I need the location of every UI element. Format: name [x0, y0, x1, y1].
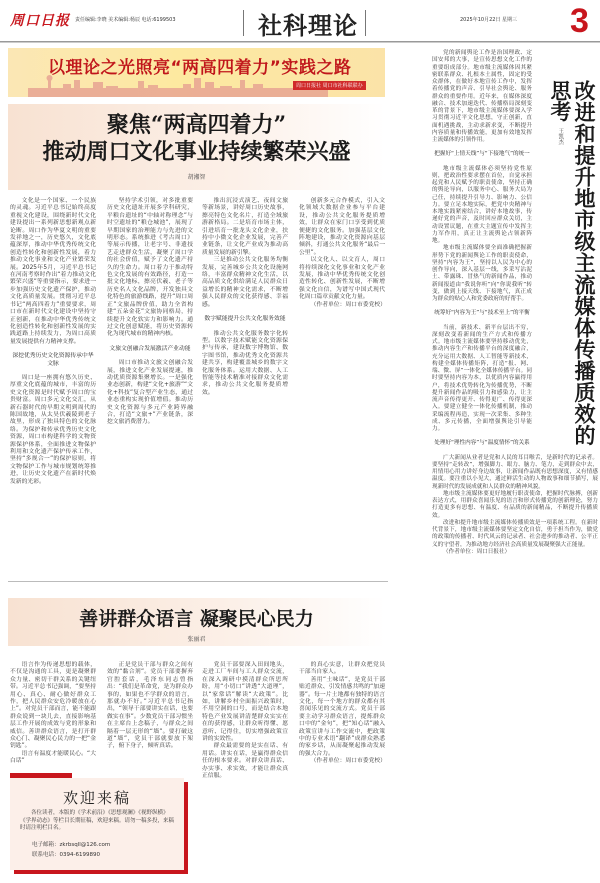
text-column — [107, 662, 193, 758]
paragraph: 改进和提升地市级主流媒体传播质效是一项系统工程。在新时代背景下，地市级主流媒体要坚定文化自信，勇于担当作为，做党的政策的传播者、时代风云的记录者、社会进步的推动者、公平正义的守望者，为推动地方经济社会高质量发展凝聚强大正能量。 — [432, 519, 598, 548]
paragraph: 善用“土味话”，是党员干部贴近群众、引发情感共鸣的“加速器”。每一片土地都有独特的语言文化，每一个地方的群众都有其喜闻乐见的交流方式。党员干部要主动学习群众语言，提炼群众口中的“金句”，把“知心话”融入政策宣讲与工作交流中，把政策中的专业术语“翻译”成群众熟悉的家乡话，从而凝聚起推动发展的强大合力。 — [299, 676, 385, 757]
header-rule — [0, 41, 600, 43]
text-column — [10, 198, 96, 576]
paragraph: （作者单位：周口市委党校） — [310, 301, 386, 308]
paragraph: 党员干部要深入田间地头，走进工厂车间与工人群众交流，在深入调研中摸清群众所思所盼，用“小切口”讲透“大道理”，以“家常话”解读“大政策”。比如，讲解乡村全面振兴政策时，不用空洞的口号，而是结合本地特色产业发展讲清楚群众实实在在的获得感，让群众听得懂、愿意听、记得住，切实增强政策宣讲的实效性。 — [202, 662, 288, 743]
subheading: 数字赋能提升公共文化服务效能 — [204, 316, 286, 323]
paragraph: 地市级主流媒体要更好地履行职责使命，把握时代脉搏，创新表达方式，用群众喜闻乐见的语言和形式传播党的创新理论，努力打造更多有思想、有温度、有品质的新闻精品，不断提升传播质效。 — [432, 490, 598, 519]
paragraph: 地市级主流媒体必须坚持党性原则，把政治性要求摆在首位，自觉承担起党和人民赋予的职责使命，坚持正确的舆论导向，以服务中心、服务大局为己任，持续提升引导力、影响力、公信力。要立足本地实际，把党中央精神与本地实践紧密结合，讲好本地故事，传递好党的声音，及时回应群众关切，主动设置议题，在重大主题宣传中发挥主力军作用，真正让主流舆论占领新阵地。 — [432, 165, 532, 244]
paragraph: 坚持学术引领，对多批重要历史文化遗址开展多学科研究，平粮台遗址的“中轴对称理念”与时空遗址的“粮仓城池”，展现了早期国家的治理能力与先进的文明形态。系统推进《考古周口》等展示传播，让老字号、非遗技艺走进群众生活，凝聚了周口学的社会价值，赋予了文化遗产持久的生命力。周口着力于推动特色文化发展的有效路径，打造一批文化地标，擦亮伏羲、老子等历史名人文化品牌，开发独具文化特色的旅游线路，提升“周口周正”文旅品牌价值，助力全省构建“五朵金花”文旅协同格局，持续提升文化软实力和影响力。通过文化创意赋能，将历史资源转化为现代城市的精神内核。 — [107, 198, 193, 338]
text-column — [107, 198, 193, 576]
newspaper-logo: 周口日报 — [10, 13, 70, 29]
column-banner — [8, 48, 385, 97]
subheading: 统筹好“内容为王”与“技术至上”的平衡 — [434, 310, 530, 317]
editors-info: 责任编辑:李晓 美术编辑:杨辰 电话:6199503 — [75, 17, 176, 23]
welcome-text: 各位读者，本版的《学术前沿》《思想观澜》《视野纵横》《学界动态》等栏目长期征稿，欢迎来稿。请勿一稿多投，来稿时请注明栏目名。 — [20, 810, 175, 831]
paragraph: 广大新闻从业者是党和人民的耳目喉舌，是新时代的记录者。要坚持“走转改”，增强脚力、眼力、脑力、笔力，走到群众中去，用情用心用力讲好身边故事，让新闻作品既有思想深度，又有情感温度。要注重以小见大，通过鲜活生动的人物故事和细节描写，展现新时代的发展成就和人民群众的精神风貌。 — [432, 454, 598, 490]
paragraph: 三是推动公共文化服务均衡发展，完善城乡公共文化设施网络，丰富群众精神文化生活，以高品质文化供给满足人民群众日益增长的精神文化需求，不断增强人民群众的文化获得感、幸福感。 — [202, 257, 288, 308]
section-divider — [365, 10, 366, 36]
paragraph: （作者单位：周口市委党校） — [310, 758, 386, 765]
paragraph: 的真心实意，让群众把党员干部当自家人。 — [299, 662, 385, 676]
text-column — [202, 198, 288, 576]
contact-phone: 联系电话：0394-6199890 — [32, 852, 100, 858]
paragraph: 地市级主流媒体要全面准确把握新形势下党的新闻舆论工作的职责使命，坚持“内容为王”，坚持以人民为中心的创作导向，深入基层一线，多采写沾泥土、带露珠、冒热气的新闻作品，推动新闻报道由“我说你听”向“你说我听”转变，做到上接天线、下接地气，真正成为群众的贴心人和党委政府的好帮手。 — [432, 245, 532, 302]
article1-author: 胡湘智 — [187, 174, 206, 181]
subheading: 处理好“理性内容”与“温度情怀”的关系 — [434, 440, 530, 447]
article2-author: 张丽君 — [187, 636, 206, 643]
article1-headline-box — [8, 104, 385, 190]
paragraph: 推动公共文化服务数字化转型。以数字技术赋能文化资源保护与传承，建设数字博物馆、数字图书馆，推动优秀文化资源共建共享，构建覆盖城乡的数字文化服务体系。运用大数据、人工智能等技术精准对接群众文化需求，推动公共文化服务提质增效。 — [202, 330, 288, 396]
text-column — [299, 662, 385, 882]
paragraph: 党的新闻舆论工作是治国理政、定国安邦的大事，是宣传思想文化工作的重要组成部分。地市级主流媒体因其紧密联系群众、扎根本土属性，固定的受众群体，在做好本地宣传工作中，发挥着传播党的声音、引导社会舆论、服务群众的重要作用。近年来，在媒体深度融合、技术加速迭代、传播格局深刻变革的背景下，地市级主流媒体要深入学习贯彻习近平文化思想，守正创新，直面机遇挑战，主动求新求变，不断提升内容质量和传播效能，更加有效地发挥主流媒体的引领作用。 — [432, 50, 532, 143]
paragraph: 群众最需要的是实在话、有用话。讲实在话，是赢得群众信任的根本要求。对群众讲真话、办实事、求实效，才能让群众真正信服。 — [202, 743, 288, 780]
page-number: 3 — [570, 2, 589, 40]
section-title: 社科理论 — [258, 11, 358, 40]
article3-author: 王凯杰 — [557, 128, 564, 145]
paragraph: 推出沉浸式演艺、夜间文旅等新场景，讲好周口历史故事，擦亮特色文化名片，打造全域旅游新格局。二是培育市场主体，引进培育一批龙头文化企业，扶持中小微文化企业发展，完善产业链条，让文化产业成为推动高质量发展的新引擎。 — [202, 198, 288, 256]
section-divider — [243, 10, 244, 36]
subheading: 把握好“上情天线”与“下接地气”的统一 — [434, 151, 530, 158]
article2-title: 善讲群众语言 凝聚民心民力 — [79, 608, 314, 630]
paragraph: 正是党员干部与群众之间有效的“黏合剂”。党员干部要摒弃官腔套话，毛泽东同志曾指出：“我们是革命党，是为群众办事的，如果也不学群众的语言，那就办不好。”习近平总书记指出，“领导干部要讲实在话，也要做实在事”。少数党员干部习惯坐在主席台上念稿子，与群众之间隔着一层无形的“墙”。要打破这道“墙”，党员干部就要放下架子，俯下身子，倾听真话。 — [107, 662, 193, 750]
text-column — [202, 662, 288, 882]
contact-email: 电子邮箱：zkrbsqll@126.com — [32, 842, 111, 848]
paragraph: 语言有温度才能暖民心。“大白话” — [10, 750, 96, 765]
article3-title-block — [536, 50, 598, 445]
paragraph: （作者单位：周口日报社） — [443, 548, 511, 555]
text-column — [10, 662, 96, 765]
paragraph: 周口是一座拥有悠久历史、厚重文化底蕴的城市，丰富的历史文化资源是时代赋予周口的宝贵财富。周口多元文化交汇，从新石器时代的早期文明到周代的陈国故地，从太昊伏羲陵到老子故里，形成了独具特色的文化脉络。为保护和传承优秀历史文化资源，周口市构建科学的文物资源保护体系，全面推进文物保护利用和文化遗产保护传承工作，坚持“多规合一”的保护原则，将文物保护工作与城市规划统筹推进，让历史文化遗产在新时代焕发新的光彩。 — [10, 374, 96, 485]
issue-date: 2025年10月22日 星期三 — [460, 17, 518, 23]
paragraph: 当前，新技术、新平台层出不穷，深刻改变着新闻的生产方式和传播方式。地市级主流媒体要坚持移动优先，推动内容生产和传播平台的深度融合，充分运用大数据、人工智能等新技术，构建全媒体传播矩阵，打造“报、网、端、微、屏”一体化全媒体传播平台。同时要坚持内容为本，以优质内容赢得用户，将技术优势转化为传播优势，不断提升新闻作品的吸引力和感染力，让主流声音传得更开、传得更广、传得更深入。要建立健全一体化传播机制，推动采编流程再造，实现一次采集、多种生成、多元传播，全面增强舆论引导能力。 — [432, 324, 532, 432]
article-divider — [8, 581, 388, 582]
text-column — [299, 198, 385, 576]
article3-body — [432, 50, 598, 880]
paragraph: 语言作为传递思想的载体，不仅是沟通的工具，更是凝聚群众力量、密切干群关系的关键纽带。习近平总书记强调，“要坚持用心、真心、耐心做好群众工作，把人民群众安危冷暖放在心上”。对党员干部而言，能不能跟群众说到一块儿去，直接影响基层工作开展的成效与党的形象和威信。善讲群众语言，是打开群众心门、凝聚民心民力的一把“金钥匙”。 — [10, 662, 96, 750]
banner-title: 以理论之光照亮“两高四着力”实践之路 — [48, 58, 352, 78]
subheading: 深挖优秀历史文化资源传承中华文脉 — [12, 353, 94, 367]
banner-sponsor-label: 周口日报社 周口市社科联联办 — [293, 81, 366, 90]
article2-headline-box — [8, 598, 385, 646]
welcome-title: 欢迎来稿 — [62, 789, 131, 807]
paragraph: 创新多元合作模式，引入文化领域大数据企业参与平台建设，推动公共文化服务提质增效，让群众在家门口享受到优质便捷的文化服务。加强基层文化阵地建设，推动文化资源向基层倾斜，打通公共文化服务“最后一公里”。 — [299, 198, 385, 256]
paragraph: 文化是一个国家、一个民族的灵魂。习近平总书记始终高度重视文化建设，围绕新时代文化建设提出一系列新思想新观点新论断。周口作为华夏文明的重要发祥地之一，历史悠久，文化底蕴深厚，推动中华优秀传统文化创造性转化和创新性发展，着力推动文化事业和文化产业繁荣发展。2025年5月，习近平总书记在河南考察时作出“着力推动文化繁荣兴盛”等重要指示，要求进一步加强历史文化遗产保护，推动文化高质量发展。贯彻习近平总书记“两高四着力”重要要求，周口市在新时代文化建设中坚持守正创新，在推动中华优秀传统文化创造性转化和创新性发展的实践道路上持续发力，为周口高质量发展提供有力精神支撑。 — [10, 198, 96, 345]
call-for-papers-box — [10, 778, 184, 870]
subheading: 文旅文创融合发展激活产业动能 — [109, 345, 191, 352]
article3-title: 改进和提升地市级主流媒体传播质效的思考 — [548, 80, 597, 445]
paragraph: 以文化人、以文育人，周口将持续深化文化事业和文化产业发展，推动中华优秀传统文化创造性转化、创新性发展，不断增强文化自信，为谱写中国式现代化周口篇章贡献文化力量。 — [299, 257, 385, 301]
article1-title-line1: 聚焦“两高四着力” — [106, 112, 287, 138]
paragraph: 周口市推动文旅文创融合发展，推进文化产业发展提速，推动优质资源集聚增长。一是强化业态创新，构建“文化+旅游”“文化+科技”复合型产业生态，通过业态重构实现价值增值。推动历史文化资源与多元产业跨界融合，打造“文旅+”产业链条，深挖文旅消费潜力。 — [107, 360, 193, 426]
article1-title-line2: 推动周口文化事业持续繁荣兴盛 — [42, 139, 351, 165]
